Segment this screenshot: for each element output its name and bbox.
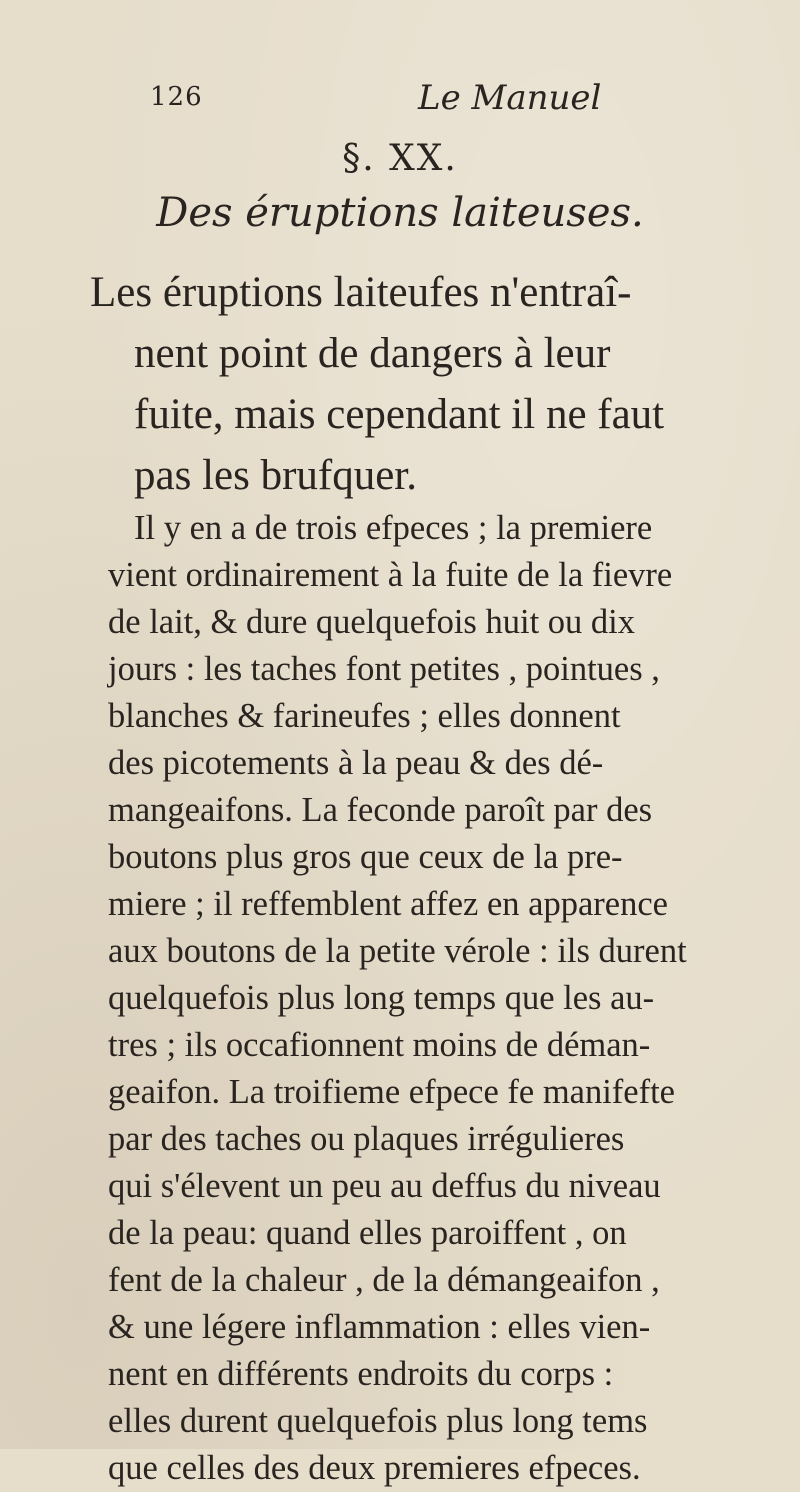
- text-line: fent de la chaleur , de la démangeaifon ,: [108, 1261, 660, 1299]
- page-number: 126: [150, 82, 203, 112]
- text-line: pas les brufquer.: [134, 452, 418, 499]
- running-head: Le Manuel: [418, 78, 602, 118]
- text-line: que celles des deux premieres efpeces.: [108, 1449, 641, 1487]
- text-line: boutons plus gros que ceux de la pre-: [108, 838, 623, 876]
- text-line: tres ; ils occafionnent moins de déman-: [108, 1026, 651, 1064]
- text-line: de lait, & dure quelquefois huit ou dix: [108, 603, 635, 641]
- text-line: de la peau: quand elles paroiffent , on: [108, 1214, 627, 1252]
- text-line: quelquefois plus long temps que les au-: [108, 979, 655, 1017]
- section-title: Des éruptions laiteuses.: [156, 190, 644, 236]
- text-line: aux boutons de la petite vérole : ils durent: [108, 932, 687, 970]
- text-line: fuite, mais cependant il ne faut: [134, 391, 665, 438]
- text-line: des picotements à la peau & des dé-: [108, 744, 604, 782]
- text-line: Il y en a de trois efpeces ; la premiere: [134, 509, 653, 547]
- text-line: par des taches ou plaques irrégulieres: [108, 1120, 625, 1158]
- text-line: elles durent quelquefois plus long tems: [108, 1402, 648, 1440]
- text-line: miere ; il reffemblent affez en apparence: [108, 885, 668, 923]
- text-line: blanches & farineufes ; elles donnent: [108, 697, 621, 735]
- text-line: jours : les taches font petites , pointues ,: [108, 650, 660, 688]
- paragraph-2: [108, 505, 687, 1492]
- paragraph-1: [90, 262, 664, 506]
- page-header: [0, 78, 800, 118]
- text-line: nent en différents endroits du corps :: [108, 1355, 614, 1393]
- text-line: geaifon. La troifieme efpece fe manifefte: [108, 1073, 675, 1111]
- text-line: qui s'élevent un peu au deffus du niveau: [108, 1167, 661, 1205]
- text-line: vient ordinairement à la fuite de la fievre: [108, 556, 673, 594]
- section-number: §. XX.: [342, 138, 458, 179]
- text-line: nent point de dangers à leur: [134, 330, 611, 377]
- text-line: mangeaifons. La feconde paroît par des: [108, 791, 653, 829]
- text-line: & une légere inflammation : elles vien-: [108, 1308, 651, 1346]
- text-line: Les éruptions laiteufes n'entraî-: [90, 269, 632, 316]
